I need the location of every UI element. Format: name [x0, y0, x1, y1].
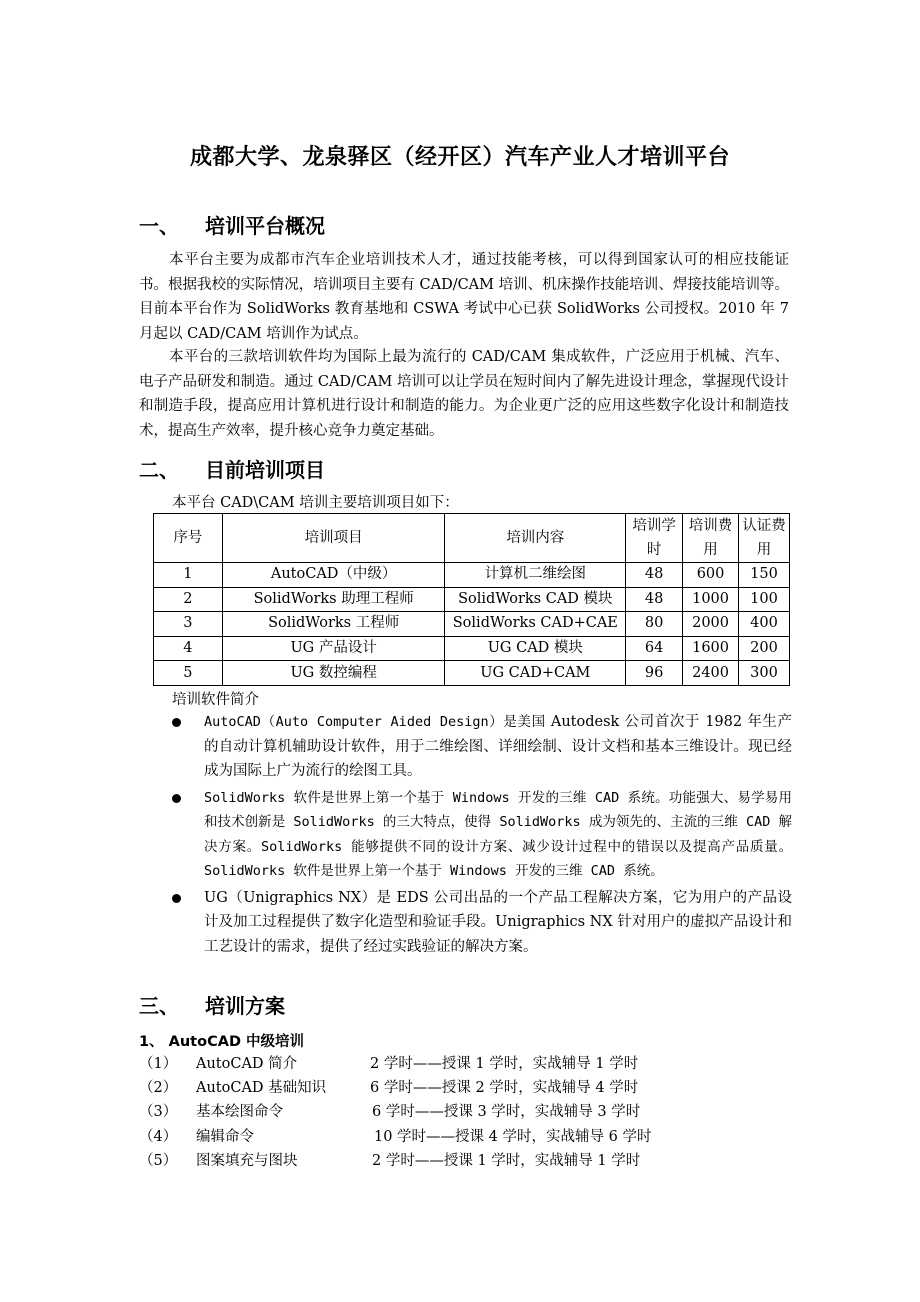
plan-row-number: （4） — [139, 1129, 178, 1145]
table-header-cell: 认证费用 — [739, 514, 790, 563]
bullet-icon — [172, 718, 181, 727]
plan-row-topic: AutoCAD 基础知识 — [196, 1080, 327, 1096]
section-number: 三、 — [139, 994, 179, 1018]
table-cell: 计算机二维绘图 — [445, 563, 626, 588]
plan-row-number: （2） — [139, 1080, 178, 1096]
table-cell: UG CAD+CAM — [445, 661, 626, 686]
section-number: 一、 — [139, 214, 179, 238]
table-cell: 64 — [626, 636, 683, 661]
plan-row-topic: 基本绘图命令 — [196, 1104, 283, 1120]
list-item-solidworks — [172, 786, 792, 884]
table-row — [154, 563, 790, 588]
section-heading-overview — [139, 210, 325, 239]
table-cell: SolidWorks 工程师 — [222, 612, 445, 637]
plan-row-detail: 6 学时——授课 3 学时，实战辅导 3 学时 — [372, 1104, 641, 1120]
table-header-cell: 培训项目 — [222, 514, 445, 563]
table-cell: 2400 — [683, 661, 739, 686]
table-cell: 48 — [626, 563, 683, 588]
document-title: 成都大学、龙泉驿区（经开区）汽车产业人才培训平台 — [189, 145, 730, 170]
software-intro-label: 培训软件简介 — [172, 692, 259, 708]
table-cell: 5 — [154, 661, 223, 686]
table-cell: SolidWorks 助理工程师 — [222, 587, 445, 612]
plan-row-number: （3） — [139, 1104, 178, 1120]
table-cell: 150 — [739, 563, 790, 588]
plan-row-topic: 编辑命令 — [196, 1129, 254, 1145]
software-description: Autodesk 公司首次于 1982 年生产的自动计算机辅助设计软件，用于二维绘图、详细绘制、设计文档和基本三维设计。现已经成为国际上广为流行的绘图工具。 — [204, 714, 793, 779]
software-description: SolidWorks 软件是世界上第一个基于 Windows 开发的三维 CAD 系统。功能强大、易学易用和技术创新是 SolidWorks 的三大特点，使得 SolidWorks 成为领先的、主流的三维 CAD 解决方案。SolidWorks 能够提供不同的设计方案、减少设计过程中的错误以及提高产品质量。SolidWorks 软件是世界上第一个基于 Windows 开发的三维 CAD 系统。 — [204, 789, 792, 879]
table-cell: SolidWorks CAD 模块 — [445, 587, 626, 612]
overview-paragraph-2: 本平台的三款培训软件均为国际上最为流行的 CAD/CAM 集成软件，广泛应用于机械、汽车、电子产品研发和制造。通过 CAD/CAM 培训可以让学员在短时间内了解先进设计理念，掌握现代设计和制造手段，提高应用计算机进行设计和制造的能力。为企业更广泛的应用这些数字化设计和制造技术，提高生产效率，提升核心竞争力奠定基础。 — [139, 349, 789, 439]
table-cell: 100 — [739, 587, 790, 612]
bullet-icon — [172, 894, 181, 903]
plan-row-detail: 2 学时——授课 1 学时，实战辅导 1 学时 — [370, 1056, 639, 1072]
plan-row-topic: 图案填充与图块 — [196, 1153, 298, 1169]
training-projects-table — [153, 513, 790, 686]
table-cell: UG 数控编程 — [222, 661, 445, 686]
table-cell: 200 — [739, 636, 790, 661]
plan-row-detail: 10 学时——授课 4 学时，实战辅导 6 学时 — [374, 1129, 652, 1145]
table-row — [154, 636, 790, 661]
table-cell: 1600 — [683, 636, 739, 661]
section-title: 培训平台概况 — [205, 214, 325, 238]
table-header-cell: 培训学时 — [626, 514, 683, 563]
table-cell: 48 — [626, 587, 683, 612]
table-row — [154, 587, 790, 612]
plan-row-detail: 6 学时——授课 2 学时，实战辅导 4 学时 — [370, 1080, 639, 1096]
table-cell: 1000 — [683, 587, 739, 612]
section-title: 目前培训项目 — [205, 458, 325, 482]
table-header-row — [154, 514, 790, 563]
table-cell: UG CAD 模块 — [445, 636, 626, 661]
table-cell: 80 — [626, 612, 683, 637]
table-cell: 300 — [739, 661, 790, 686]
table-cell: 400 — [739, 612, 790, 637]
table-cell: 1 — [154, 563, 223, 588]
section-number: 二、 — [139, 458, 179, 482]
plan-row-topic: AutoCAD 简介 — [196, 1056, 298, 1072]
table-row — [154, 661, 790, 686]
plan-row-number: （1） — [139, 1056, 178, 1072]
table-cell: 3 — [154, 612, 223, 637]
table-cell: UG 产品设计 — [222, 636, 445, 661]
plan-row-detail: 2 学时——授课 1 学时，实战辅导 1 学时 — [372, 1153, 641, 1169]
table-cell: AutoCAD（中级） — [222, 563, 445, 588]
table-cell: 600 — [683, 563, 739, 588]
software-list — [172, 710, 792, 961]
table-header-cell: 培训费用 — [683, 514, 739, 563]
table-row — [154, 612, 790, 637]
table-cell: 4 — [154, 636, 223, 661]
overview-paragraph-1: 本平台主要为成都市汽车企业培训技术人才，通过技能考核，可以得到国家认可的相应技能证书。根据我校的实际情况，培训项目主要有 CAD/CAM 培训、机床操作技能培训、焊接技能培训等。目前本平台作为 SolidWorks 教育基地和 CSWA 考试中心已获 SolidWorks 公司授权。2010 年 7 月起以 CAD/CAM 培训作为试点。 — [139, 252, 789, 342]
section-heading-projects — [139, 454, 325, 483]
table-header-cell: 培训内容 — [445, 514, 626, 563]
software-lead: AutoCAD（Auto Computer Aided Design）是美国 — [204, 714, 546, 730]
subsection-heading: 1、 AutoCAD 中级培训 — [139, 1034, 305, 1050]
table-header-cell: 序号 — [154, 514, 223, 563]
section-title: 培训方案 — [205, 994, 285, 1018]
plan-row-number: （5） — [139, 1153, 178, 1169]
list-item-autocad — [172, 710, 792, 784]
table-cell: 2 — [154, 587, 223, 612]
table-cell: 96 — [626, 661, 683, 686]
projects-intro: 本平台 CAD\CAM 培训主要培训项目如下： — [172, 495, 459, 511]
software-description: UG（Unigraphics NX）是 EDS 公司出品的一个产品工程解决方案，它为用户的产品设计及加工过程提供了数字化造型和验证手段。Unigraphics NX 针对用户的虚拟产品设计和工艺设计的需求，提供了经过实践验证的解决方案。 — [204, 889, 792, 955]
bullet-icon — [172, 794, 181, 803]
table-cell: 2000 — [683, 612, 739, 637]
section-heading-plan — [139, 990, 285, 1019]
list-item-ug — [172, 886, 792, 960]
table-cell: SolidWorks CAD+CAE — [445, 612, 626, 637]
